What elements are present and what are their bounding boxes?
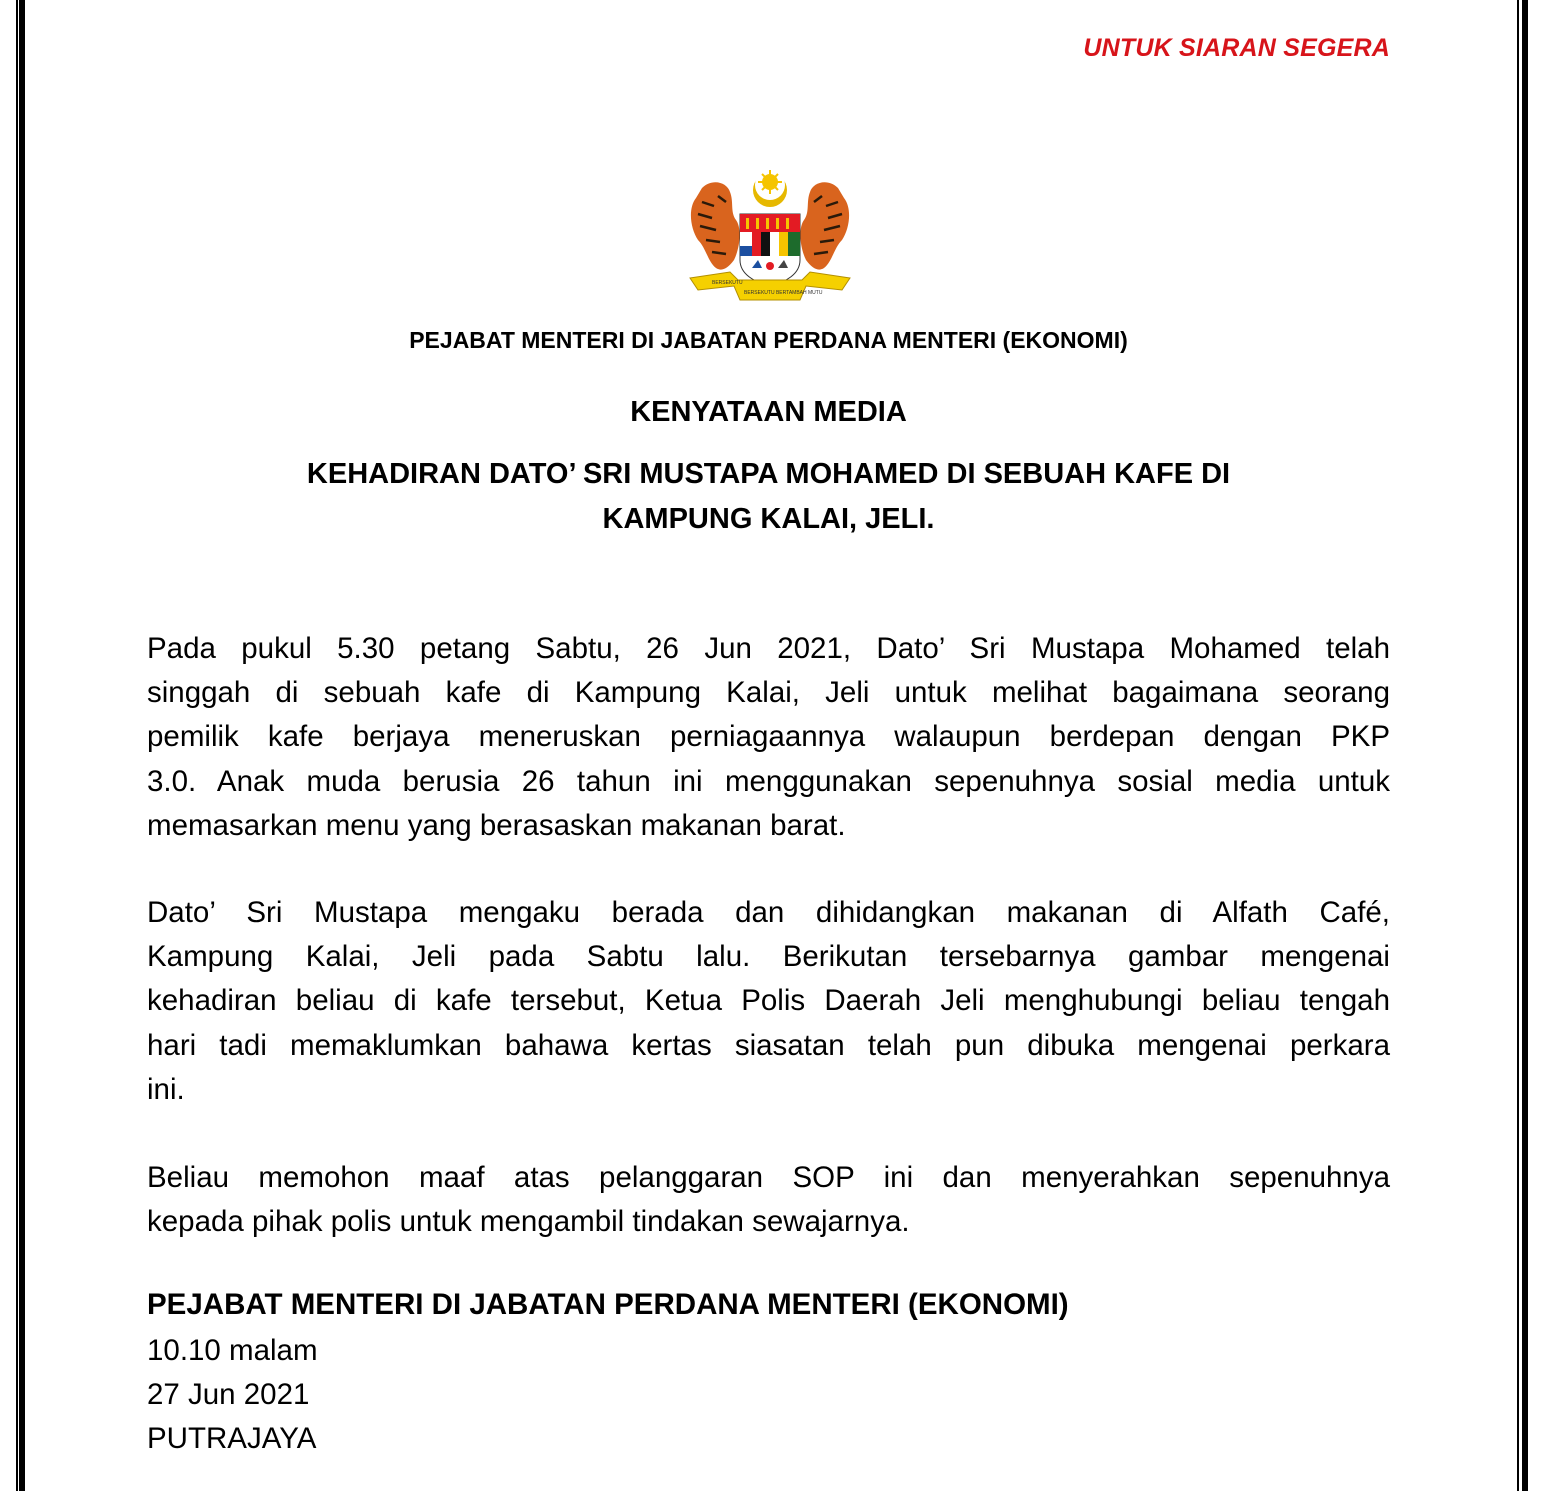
paragraph-1 <box>147 627 1390 848</box>
left-border-thin <box>16 0 18 1491</box>
paragraph-line: Kampung Kalai, Jeli pada Sabtu lalu. Berikutan tersebarnya gambar mengenai <box>147 940 1390 974</box>
paragraph-line: Pada pukul 5.30 petang Sabtu, 26 Jun 2021, Dato’ Sri Mustapa Mohamed telah <box>147 632 1390 665</box>
statement-title-line: KAMPUNG KALAI, JELI. <box>602 503 935 535</box>
paragraph-line: hari tadi memaklumkan bahawa kertas siasatan telah pun dibuka mengenai perkara <box>147 1028 1390 1062</box>
malaysia-coat-of-arms-icon <box>682 168 858 306</box>
signature-time: 10.10 malam <box>147 1334 318 1367</box>
statement-title <box>0 452 1537 542</box>
paragraph-line: pemilik kafe berjaya meneruskan perniagaannya walaupun berdepan dengan PKP <box>147 720 1390 754</box>
paragraph-line: kehadiran beliau di kafe tersebut, Ketua Polis Daerah Jeli menghubungi beliau tengah <box>147 984 1390 1018</box>
paragraph-line: kepada pihak polis untuk mengambil tindakan sewajarnya. <box>147 1205 910 1239</box>
svg-text:BERSEKUTU BERTAMBAH MUTU: BERSEKUTU BERTAMBAH MUTU <box>744 290 823 296</box>
paragraph-line: ini. <box>147 1072 185 1106</box>
right-border-thick <box>1522 0 1528 1491</box>
svg-text:BERSEKUTU: BERSEKUTU <box>712 280 743 286</box>
left-border-thick <box>19 0 25 1491</box>
signature-date: 27 Jun 2021 <box>147 1378 310 1411</box>
paragraph-2 <box>147 891 1390 1112</box>
paragraph-line: memasarkan menu yang berasaskan makanan barat. <box>147 808 846 842</box>
paragraph-line: singgah di sebuah kafe di Kampung Kalai, Jeli untuk melihat bagaimana seorang <box>147 676 1390 710</box>
paragraph-3 <box>147 1156 1390 1244</box>
release-label: UNTUK SIARAN SEGERA <box>1083 34 1390 62</box>
paragraph-line: 3.0. Anak muda berusia 26 tahun ini menggunakan sepenuhnya sosial media untuk <box>147 764 1390 798</box>
signature-place: PUTRAJAYA <box>147 1422 317 1455</box>
paragraph-line: Dato’ Sri Mustapa mengaku berada dan dihidangkan makanan di Alfath Café, <box>147 896 1390 929</box>
paragraph-line: Beliau memohon maaf atas pelanggaran SOP ini dan menyerahkan sepenuhnya <box>147 1161 1390 1194</box>
right-border-thin <box>1517 0 1519 1491</box>
statement-type-heading: KENYATAAN MEDIA <box>630 396 907 428</box>
statement-title-line: KEHADIRAN DATO’ SRI MUSTAPA MOHAMED DI SEBUAH KAFE DI <box>306 458 1231 490</box>
office-heading: PEJABAT MENTERI DI JABATAN PERDANA MENTERI (EKONOMI) <box>409 327 1128 353</box>
signature-office: PEJABAT MENTERI DI JABATAN PERDANA MENTERI (EKONOMI) <box>147 1288 1069 1321</box>
